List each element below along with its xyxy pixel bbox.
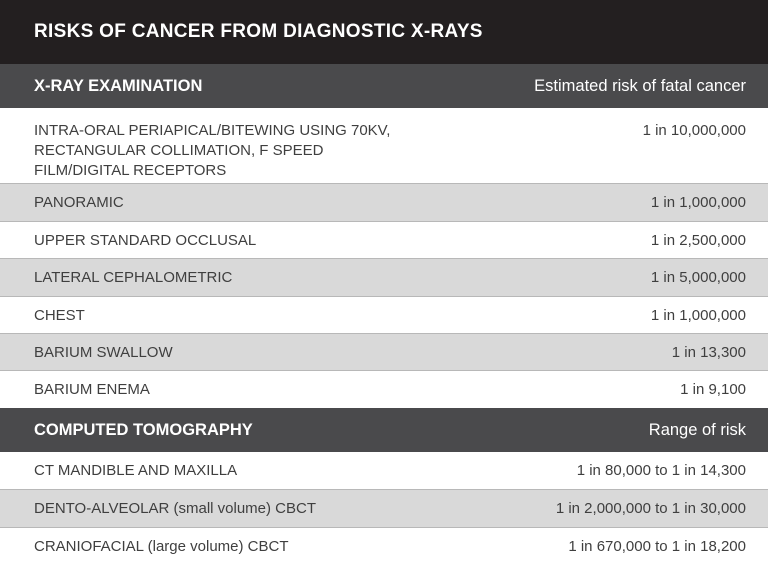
row-value: 1 in 1,000,000 bbox=[650, 306, 746, 324]
row-value: 1 in 10,000,000 bbox=[642, 122, 746, 139]
row-label bbox=[34, 121, 643, 181]
column-header-examination: X-RAY EXAMINATION bbox=[34, 76, 203, 95]
table-row bbox=[0, 222, 768, 259]
row-label: DENTO-ALVEOLAR (small volume) CBCT bbox=[34, 500, 316, 517]
table-row bbox=[0, 297, 768, 334]
row-label: LATERAL CEPHALOMETRIC bbox=[34, 269, 233, 286]
table-row bbox=[0, 259, 768, 297]
row-label: UPPER STANDARD OCCLUSAL bbox=[34, 231, 257, 249]
row-value: 1 in 2,000,000 to 1 in 30,000 bbox=[555, 500, 746, 517]
row-label: PANORAMIC bbox=[34, 194, 124, 211]
table-row bbox=[0, 334, 768, 371]
table-title bbox=[0, 0, 768, 64]
title-text: RISKS OF CANCER FROM DIAGNOSTIC X-RAYS bbox=[34, 21, 483, 42]
row-label-line: RECTANGULAR COLLIMATION, F SPEED bbox=[34, 142, 324, 159]
row-label: BARIUM SWALLOW bbox=[34, 343, 173, 361]
table-row bbox=[0, 371, 768, 408]
row-value: 1 in 1,000,000 bbox=[650, 194, 746, 211]
row-label-line: INTRA-ORAL PERIAPICAL/BITEWING USING 70KV, bbox=[34, 122, 391, 139]
row-value: 1 in 13,300 bbox=[671, 343, 746, 361]
row-value: 1 in 2,500,000 bbox=[650, 231, 746, 249]
table-row bbox=[0, 184, 768, 222]
section-header-ct bbox=[0, 408, 768, 452]
column-header-examination: COMPUTED TOMOGRAPHY bbox=[34, 420, 253, 439]
row-value: 1 in 80,000 to 1 in 14,300 bbox=[576, 462, 746, 479]
column-header-risk-range: Range of risk bbox=[648, 420, 746, 439]
table-row bbox=[0, 490, 768, 528]
table-row bbox=[0, 108, 768, 184]
section-header-xray bbox=[0, 64, 768, 108]
row-value: 1 in 670,000 to 1 in 18,200 bbox=[568, 537, 746, 555]
row-label-line: FILM/DIGITAL RECEPTORS bbox=[34, 162, 227, 179]
row-value: 1 in 5,000,000 bbox=[650, 269, 746, 286]
row-value: 1 in 9,100 bbox=[680, 381, 746, 398]
column-header-risk: Estimated risk of fatal cancer bbox=[534, 76, 746, 95]
table-row bbox=[0, 528, 768, 564]
row-label: BARIUM ENEMA bbox=[34, 381, 150, 398]
row-label: CT MANDIBLE AND MAXILLA bbox=[34, 462, 238, 479]
row-label: CRANIOFACIAL (large volume) CBCT bbox=[34, 537, 289, 555]
table-row bbox=[0, 452, 768, 490]
row-label: CHEST bbox=[34, 306, 85, 324]
